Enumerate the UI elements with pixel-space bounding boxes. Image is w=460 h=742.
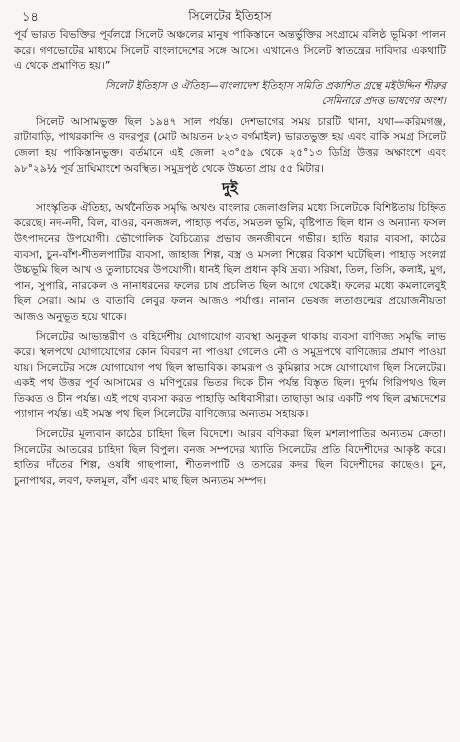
page-header — [14, 4, 446, 28]
section-paragraph-3: সিলেটের মূল্যবান কাঠের চাহিদা ছিল বিদেশে। আরব বণিকরা ছিল মশলাপাতির অন্যতম ক্রেতা। সিলেটের আতরের চাহিদা ছিল বিপুল। বনজ সম্পদের খ্যাতি সিলেটের প্রতি বিদেশীদের আকৃষ্ট করে। হাতির দাঁতের শিল্প, ওষধি গাছপালা, শীতলপাটি ও তসরের কদর ছিল বিদেশীদের কাছেও। চুন, চুনাপাথর, লবণ, ফলমূল, বাঁশ এবং মাছ ছিল অন্যতম সম্পদ। — [14, 428, 446, 487]
body-text — [14, 28, 446, 489]
quote-source-line-2: সেমিনারে প্রদত্ত ভাষণের অংশ। — [321, 94, 446, 107]
intro-paragraph-2: সিলেট আসামভুক্ত ছিল ১৯৪৭ সাল পর্যন্ত। দেশভাগের সময় চারটি থানা, যথা—করিমগঞ্জ, রাটাবাড়ি, পাথরকান্দি ও বদরপুর (মোট আয়তন ৮২৩ বর্গমাইল) ভারতভুক্ত হয় এবং বাকি সমগ্র সিলেট জেলা হয় পাকিস্তানভুক্ত। বর্তমানে এই জেলা ২৩°৫৯ থেকে ২৫°১৩ ডিগ্রি উত্তর অক্ষাংশে এবং ৯৮°২৯½ পূর্ব দ্রাঘিমাংশে অবস্থিত। সমুদ্রপৃষ্ঠ থেকে উচ্চতা প্রায় ৫৫ মিটার। — [14, 115, 446, 175]
quote-source-line-1: সিলেট ইতিহাস ও ঐতিহ্য—বাংলাদেশ ইতিহাস সমিতি প্রকাশিত গ্রন্থে মইউদ্দিন শীরুর — [105, 79, 446, 92]
page-number: ১৪ — [22, 10, 39, 25]
section-paragraph-2: সিলেটের আভ্যন্তরীণ ও বহির্দেশীয় যোগাযোগ ব্যবস্থা অনুকূল থাকায় ব্যবসা বাণিজ্য সমৃদ্ধি লাভ করে। স্থলপথে যোগাযোগের কোন বিবরণ না পাওয়া গেলেও নৌ ও সমুদ্রপথে বাণিজ্যের প্রমাণ পাওয়া যায়। সিলেটের সঙ্গে যোগাযোগ পথ ছিল স্বাভাবিক। কামরূপ ও কুমিল্লার সঙ্গে যোগাযোগ ছিল সিলেটের। একই পথ উত্তর পূর্ব আসামের ও মণিপুরের ভিতর দিকে চীন পর্যন্ত বিস্তৃত ছিল। দুর্গম গিরিপথও ছিল তিব্বত ও চীন পর্যন্ত। এই পথে ব্যবসা করত পাহাড়ি অধিবাসীরা। তাছাড়া আর একটি পথ ছিল ব্রহ্মদেশের প্যাগান পর্যন্ত। এই সমস্ত পথ ছিল সিলেটের বাণিজ্যের অন্যতম সহায়ক। — [14, 330, 446, 421]
running-title: সিলেটের ইতিহাস — [188, 9, 272, 23]
intro-paragraph-1: পূর্ব ভারত বিভক্তির পূর্বলগ্নে সিলেট অঞ্চলের মানুষ পাকিস্তানে অন্তর্ভুক্তির সংগ্রামে বলিষ্ঠ ভূমিকা পালন করে। গণভোটের মাধ্যমে সিলেট বাংলাদেশের সঙ্গে আসে। এখানেও সিলেট স্বাতন্ত্রের দাবিদার একথাটি এ থেকে প্রমাণিত হয়।” — [14, 29, 446, 73]
section-heading: দুই — [222, 179, 238, 198]
section-paragraph-1: সাংস্কৃতিক ঐতিহ্য, অর্থনৈতিক সমৃদ্ধি অখণ্ড বাংলার জেলাগুলির মধ্যে সিলেটকে বিশিষ্টতায় চিহ্নিত করেছে। নদ-নদী, বিল, বাওর, বনজঙ্গল, পাহাড় পর্বত, সমতল ভূমি, বৃষ্টিপাত ছিল ধান ও অন্যান্য ফসল উৎপাদনের উপযোগী। ভৌগোলিক বৈচিত্র্যের প্রভাব জনজীবনে গভীর। হাতি ধরার ব্যবসা, কাঠের ব্যবসা, চুন-বাঁশ-শীতলপাটির ব্যবসা, জাহাজ শিল্প, বস্ত্র ও মসলা শিল্পের বিকাশ ঘটেছিল। পাহাড় সংলগ্ন উচ্চভূমি ছিল আখ ও তুলাচাষের উপযোগী। ধানই ছিল প্রধান কৃষি দ্রব্য। সরিষা, তিল, তিসি, কলাই, মুগ, পান, সুপারি, নারকেল ও নানাধরনের ফলের চাষ প্রচলিত ছিল আগে থেকেই। ফলের মধ্যে কমলালেবুই ছিল সেরা। আম ও বাতাবি লেবুর ফলন আজও পর্যাপ্ত। নানান ভেষজ লতাগুল্মের প্রয়োজনীয়তা আজও অনুভূত হয়ে থাকে। — [14, 201, 446, 323]
